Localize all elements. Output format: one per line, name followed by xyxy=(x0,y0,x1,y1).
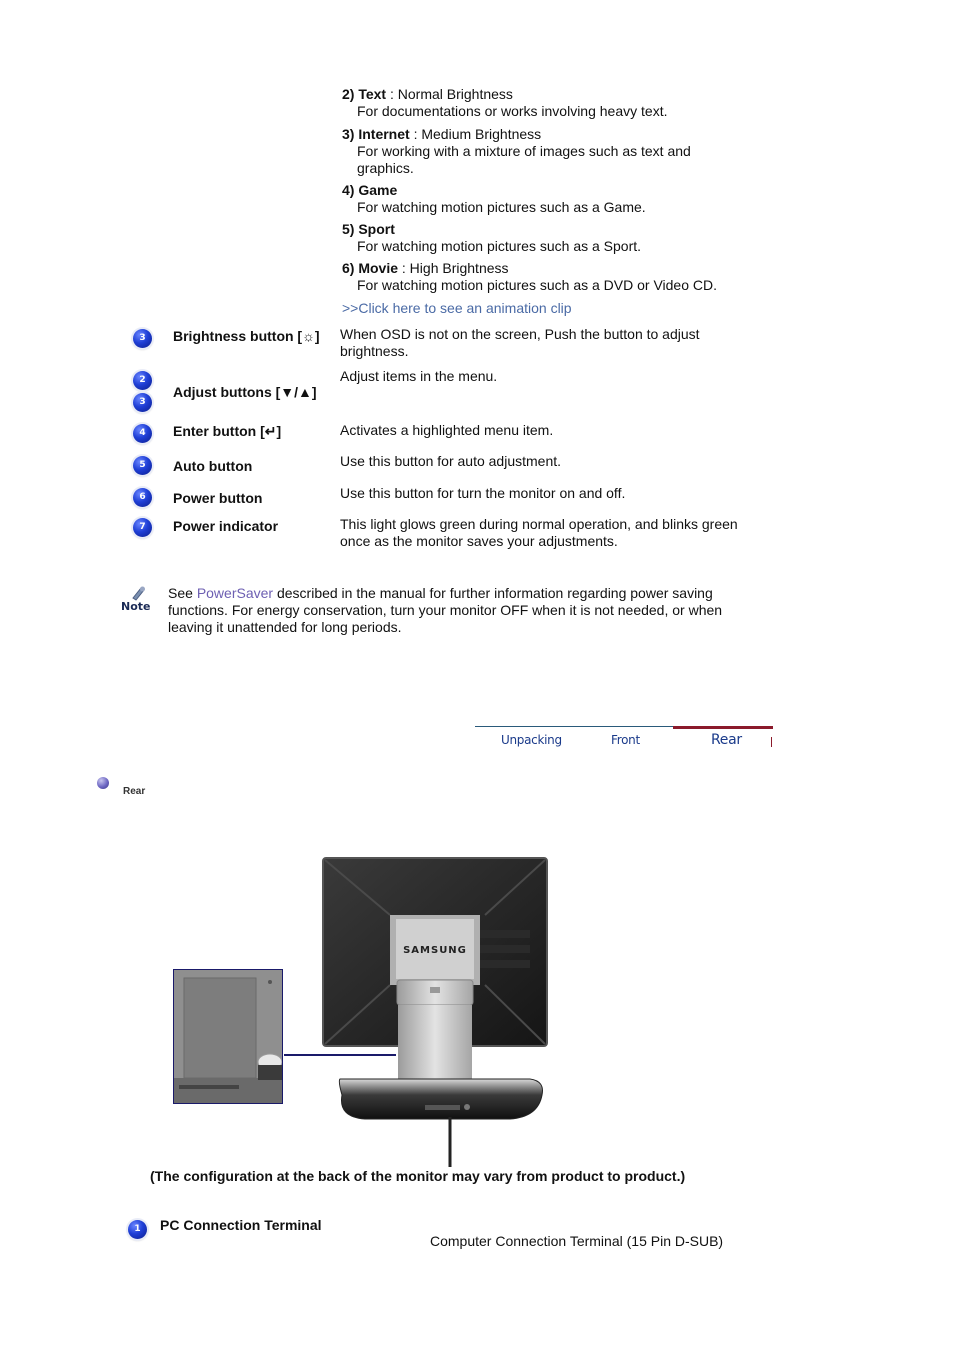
animation-clip-link[interactable]: >>Click here to see an animation clip xyxy=(342,300,572,316)
inset-pointer-line xyxy=(284,1054,396,1056)
mode-movie: 6) Movie : High Brightness For watching motion pictures such as a DVD or Video CD. xyxy=(342,260,718,293)
section-bullet-icon xyxy=(97,777,109,789)
power-button-desc: Use this button for turn the monitor on and off. xyxy=(340,485,626,501)
monitor-rear-illustration xyxy=(320,855,560,1167)
enter-button-desc: Activates a highlighted menu item. xyxy=(340,422,554,438)
connector-detail-inset xyxy=(173,969,283,1104)
mode-game: 4) Game For watching motion pictures such as a Game. xyxy=(342,182,646,215)
badge-3b: 3 xyxy=(133,393,152,412)
tab-bar-line xyxy=(475,726,673,727)
badge-4: 4 xyxy=(133,424,152,443)
tab-active-line xyxy=(673,726,773,729)
enter-button-label: Enter button [↵] xyxy=(173,423,282,439)
tab-unpacking[interactable]: Unpacking xyxy=(501,733,562,747)
power-button-label: Power button xyxy=(173,490,263,506)
note-icon-label: Note xyxy=(121,600,151,613)
badge-3: 3 xyxy=(133,329,152,348)
adjust-buttons-label: Adjust buttons [▼/▲] xyxy=(173,384,317,400)
mode-text: 2) Text : Normal Brightness For documentations or works involving heavy text. xyxy=(342,86,668,119)
tab-front[interactable]: Front xyxy=(611,733,640,747)
auto-button-desc: Use this button for auto adjustment. xyxy=(340,453,562,469)
configuration-caption: (The configuration at the back of the monitor may vary from product to product.) xyxy=(150,1168,686,1184)
mode-sport: 5) Sport For watching motion pictures such as a Sport. xyxy=(342,221,642,254)
pc-terminal-label: PC Connection Terminal xyxy=(160,1217,322,1233)
note-text: See PowerSaver described in the manual for further information regarding power saving functions. For energy conservation, turn your monitor OFF when it is not needed, or when leaving it unattended for long periods. xyxy=(168,585,723,635)
badge-2: 2 xyxy=(133,371,152,390)
note-icon xyxy=(119,584,151,616)
mode-internet: 3) Internet : Medium Brightness For working with a mixture of images such as text and graphics. xyxy=(342,126,691,176)
power-indicator-desc: This light glows green during normal operation, and blinks green once as the monitor saves your adjustments. xyxy=(340,516,738,549)
auto-button-label: Auto button xyxy=(173,458,253,474)
tab-rear[interactable]: Rear xyxy=(711,732,742,748)
badge-6: 6 xyxy=(133,488,152,507)
adjust-buttons-desc: Adjust items in the menu. xyxy=(340,368,498,384)
badge-1: 1 xyxy=(128,1220,147,1239)
brightness-button-label: Brightness button [☼] xyxy=(173,328,320,344)
badge-5: 5 xyxy=(133,456,152,475)
section-title: Rear xyxy=(123,786,146,797)
pc-terminal-desc: Computer Connection Terminal (15 Pin D-SUB) xyxy=(430,1233,724,1249)
badge-7: 7 xyxy=(133,518,152,537)
powersaver-link[interactable]: PowerSaver xyxy=(196,585,274,601)
tab-end-marker xyxy=(771,737,772,747)
power-indicator-label: Power indicator xyxy=(173,518,279,534)
brightness-button-desc: When OSD is not on the screen, Push the button to adjust brightness. xyxy=(340,326,700,359)
monitor-brand: SAMSUNG xyxy=(403,945,467,956)
